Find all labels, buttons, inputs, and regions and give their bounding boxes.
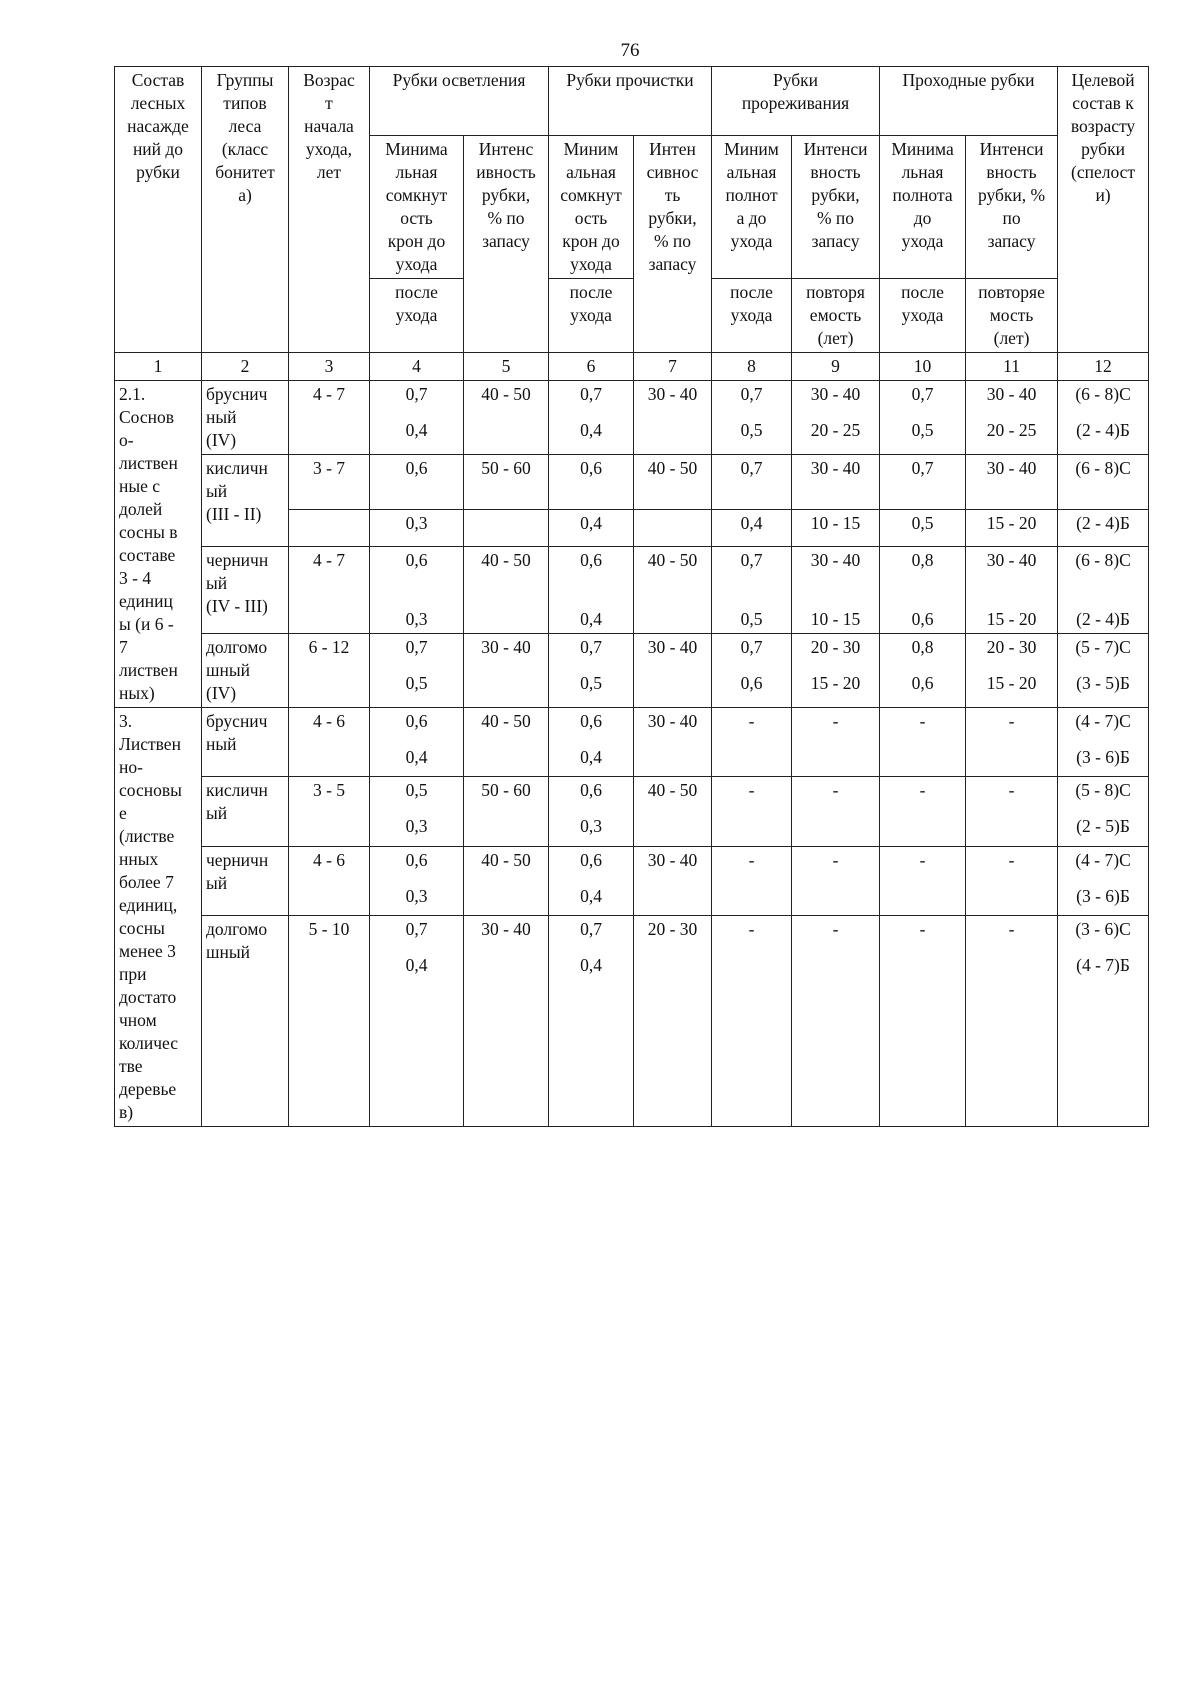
cell-c6: 0,6 0,4 [549,846,634,915]
header-light-cutting: Рубки осветления [370,67,549,136]
cell-c8: - [712,916,792,1127]
page-number: 76 [620,40,640,61]
cell-c12: (3 - 6)С (4 - 7)Б [1058,916,1149,1127]
column-number: 11 [966,353,1058,381]
cell-c8: 0,7 0,5 [712,547,792,634]
start-age: 3 - 5 [289,777,370,846]
forest-type: долгомо шный (IV) [202,634,289,708]
cell-c9: 30 - 40 10 - 15 [792,547,880,634]
column-numbers-row [115,353,1149,381]
column-number: 10 [880,353,966,381]
cell-c11: - [966,846,1058,915]
table-row [115,777,1149,846]
header-c8-after: после ухода [712,279,792,353]
header-target-composition: Целевой состав к возрасту рубки (спелост и) [1058,67,1149,353]
header-passage-cutting: Проходные рубки [880,67,1058,136]
header-c11-repeat: повторяе мость (лет) [966,279,1058,353]
start-age: 4 - 7 [289,547,370,634]
cell-c8: - [712,846,792,915]
header-cleaning-cutting: Рубки прочистки [549,67,712,136]
header-c5: Интенс ивность рубки, % по запасу [464,136,549,353]
table-row [115,634,1149,708]
cell-c5: 40 - 50 [464,381,549,455]
column-number: 1 [115,353,202,381]
cell-c7: 30 - 40 [634,634,712,708]
cell-c10: 0,7 [880,455,966,510]
cell-c8: 0,7 [712,455,792,510]
cell-c4: 0,5 0,3 [370,777,464,846]
table-row [115,708,1149,777]
cell-c11: - [966,777,1058,846]
group-title: 3. Листвен но- сосновы е (листве нных более 7 единиц, сосны менее 3 при достато чном количес тве деревье в) [115,708,202,1127]
column-number: 4 [370,353,464,381]
header-forest-type-group: Группы типов леса (класс бонитет а) [202,67,289,353]
forest-type: бруснич ный [202,708,289,777]
start-age: 5 - 10 [289,916,370,1127]
header-thinning-cutting: Рубки прореживания [712,67,880,136]
cell-c9: 20 - 30 15 - 20 [792,634,880,708]
cell-c10: 0,5 [880,510,966,547]
table-row [115,455,1149,510]
header-c11: Интенси вность рубки, % по запасу [966,136,1058,279]
cell-c9: - [792,846,880,915]
cell-c12: (6 - 8)С [1058,455,1149,510]
header-species-composition: Состав лесных насажде ний до рубки [115,67,202,353]
header-c6: Миним альная сомкнут ость крон до ухода [549,136,634,279]
cell-c7: 40 - 50 [634,777,712,846]
header-c4: Минима льная сомкнут ость крон до ухода [370,136,464,279]
start-age: 4 - 7 [289,381,370,455]
header-c10: Минима льная полнота до ухода [880,136,966,279]
cell-c5: 30 - 40 [464,634,549,708]
cell-c10: - [880,777,966,846]
cell-c6: 0,6 0,4 [549,708,634,777]
cell-c10: - [880,846,966,915]
table-row [115,547,1149,634]
cell-c12: (5 - 7)С (3 - 5)Б [1058,634,1149,708]
cell-c8: - [712,708,792,777]
column-number: 9 [792,353,880,381]
forest-type: кисличн ый (III - II) [202,455,289,547]
column-number: 12 [1058,353,1149,381]
cell-c5: 40 - 50 [464,846,549,915]
cell-c4: 0,7 0,4 [370,381,464,455]
column-number: 3 [289,353,370,381]
cell-c12: (6 - 8)С (2 - 4)Б [1058,547,1149,634]
cell-c8: 0,4 [712,510,792,547]
cell-c9: 30 - 40 [792,455,880,510]
cell-c4: 0,6 0,3 [370,846,464,915]
header-c6-after: после ухода [549,279,634,353]
cell-c11: - [966,916,1058,1127]
cell-c12: (2 - 4)Б [1058,510,1149,547]
cell-c7: 20 - 30 [634,916,712,1127]
cell-c6: 0,7 0,4 [549,916,634,1127]
column-number: 8 [712,353,792,381]
cell-c11: 30 - 40 15 - 20 [966,547,1058,634]
cell-c4: 0,6 0,4 [370,708,464,777]
cell-c9: 10 - 15 [792,510,880,547]
cell-c9: - [792,777,880,846]
header-c8: Миним альная полнот а до ухода [712,136,792,279]
cell-c8: 0,7 0,5 [712,381,792,455]
cell-c12: (6 - 8)С (2 - 4)Б [1058,381,1149,455]
table-row [115,846,1149,915]
column-number: 6 [549,353,634,381]
cell-c4: 0,7 0,4 [370,916,464,1127]
cell-c7: 30 - 40 [634,708,712,777]
cell-c10: - [880,708,966,777]
cell-c7 [634,510,712,547]
start-age: 3 - 7 [289,455,370,510]
forest-type: черничн ый [202,846,289,915]
cell-c10: 0,7 0,5 [880,381,966,455]
cell-c11: 20 - 30 15 - 20 [966,634,1058,708]
cell-c11: 30 - 40 20 - 25 [966,381,1058,455]
column-number: 5 [464,353,549,381]
cell-c7: 30 - 40 [634,381,712,455]
header-c4-after: после ухода [370,279,464,353]
cell-c9: - [792,916,880,1127]
cell-c6: 0,6 0,4 [549,547,634,634]
cell-c8: - [712,777,792,846]
group-title: 2.1. Соснов о- листвен ные с долей сосны в составе 3 - 4 единиц ы (и 6 - 7 листвен ных) [115,381,202,708]
cell-c7: 30 - 40 [634,846,712,915]
cell-c4: 0,6 [370,455,464,510]
cell-c6: 0,6 0,3 [549,777,634,846]
cell-c9: 30 - 40 20 - 25 [792,381,880,455]
start-age: 6 - 12 [289,634,370,708]
cell-c4: 0,6 0,3 [370,547,464,634]
cell-c6: 0,7 0,5 [549,634,634,708]
table-row [115,916,1149,1127]
cell-c11: 15 - 20 [966,510,1058,547]
forest-type: кисличн ый [202,777,289,846]
forest-type: черничн ый (IV - III) [202,547,289,634]
cell-c12: (4 - 7)С (3 - 6)Б [1058,846,1149,915]
start-age [289,510,370,547]
cell-c7: 40 - 50 [634,455,712,510]
cell-c11: - [966,708,1058,777]
cell-c5: 40 - 50 [464,708,549,777]
cell-c11: 30 - 40 [966,455,1058,510]
table-row [115,381,1149,455]
cell-c5: 50 - 60 [464,455,549,510]
cell-c5: 30 - 40 [464,916,549,1127]
column-number: 2 [202,353,289,381]
cell-c12: (5 - 8)С (2 - 5)Б [1058,777,1149,846]
cell-c6: 0,4 [549,510,634,547]
cell-c9: - [792,708,880,777]
forest-care-table [114,66,1149,1127]
cell-c10: - [880,916,966,1127]
forest-type: долгомо шный [202,916,289,1127]
cell-c4: 0,7 0,5 [370,634,464,708]
start-age: 4 - 6 [289,846,370,915]
header-c10-after: после ухода [880,279,966,353]
start-age: 4 - 6 [289,708,370,777]
header-c9-repeat: повторя емость (лет) [792,279,880,353]
cell-c6: 0,6 [549,455,634,510]
header-c9: Интенси вность рубки, % по запасу [792,136,880,279]
cell-c6: 0,7 0,4 [549,381,634,455]
cell-c12: (4 - 7)С (3 - 6)Б [1058,708,1149,777]
column-number: 7 [634,353,712,381]
header-start-age: Возрас т начала ухода, лет [289,67,370,353]
cell-c4: 0,3 [370,510,464,547]
cell-c5: 50 - 60 [464,777,549,846]
cell-c10: 0,8 0,6 [880,547,966,634]
cell-c8: 0,7 0,6 [712,634,792,708]
header-c7: Интен сивнос ть рубки, % по запасу [634,136,712,353]
cell-c10: 0,8 0,6 [880,634,966,708]
cell-c5: 40 - 50 [464,547,549,634]
cell-c7: 40 - 50 [634,547,712,634]
forest-type: бруснич ный (IV) [202,381,289,455]
cell-c5 [464,510,549,547]
